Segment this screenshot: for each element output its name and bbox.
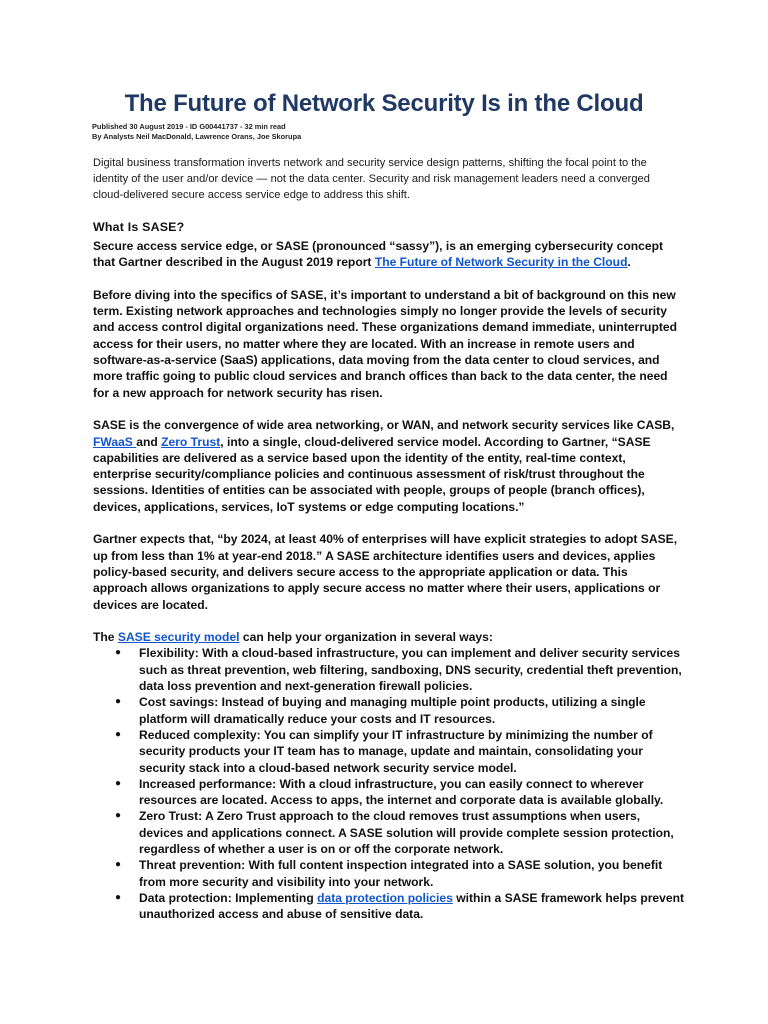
article-meta (92, 122, 692, 142)
sase-security-model-link[interactable]: SASE security model (117, 630, 240, 645)
list-item-text: With a cloud infrastructure, you can easily connect to wherever resources are located. Access to apps, the internet and corporate data is available globally. (139, 776, 664, 808)
list-item-term: Increased performance: (139, 776, 277, 791)
list-item (115, 645, 685, 694)
list-item-text: With a cloud-based infrastructure, you can implement and deliver security services such as threat prevention, web filtering, sandboxing, DNS security, credential theft prevention, data loss prevention and next-generation firewall policies. (139, 646, 682, 694)
bullet-icon: ● (115, 859, 122, 871)
bullet-icon: ● (115, 696, 122, 708)
section-heading: What Is SASE? (93, 220, 185, 234)
article-body (93, 219, 685, 922)
paragraph-2: Before diving into the specifics of SASE, it’s important to understand a bit of background on this new term. Existing network approaches and technologies simply no longer provide the levels of security and access control digital organizations need. These organizations demand immediate, uninterrupted access for their users, no matter where they are located. With an increase in remote users and software-as-a-service (SaaS) applications, data moving from the data center to cloud services, and more traffic going to public cloud services and branch offices than back to the data center, the need for a new approach for network security has risen. (93, 287, 677, 400)
list-item-term: Zero Trust: (139, 809, 203, 824)
list-item (115, 776, 685, 809)
paragraph-5 (93, 629, 685, 645)
list-item-term: Threat prevention: (139, 858, 246, 873)
paragraph-1 (93, 238, 685, 271)
list-item (115, 694, 685, 727)
list-item-term: Flexibility: (139, 646, 199, 661)
paragraph-5-text-b: can help your organization in several ways: (239, 630, 493, 645)
list-item (115, 808, 685, 857)
fwaas-link[interactable]: FWaaS (93, 434, 137, 449)
paragraph-3-text-b: and (136, 434, 162, 449)
paragraph-4: Gartner expects that, “by 2024, at least 40% of enterprises will have explicit strategies to adopt SASE, up from less than 1% at year-end 2018.” A SASE architecture identifies users and devices, applies policy-based security, and delivers secure access to the appropriate application or data. This approach allows organizations to apply secure access no matter where their users, applications or devices are located. (93, 532, 678, 612)
zero-trust-link[interactable]: Zero Trust (161, 434, 221, 449)
paragraph-5-text-a: The (93, 630, 118, 645)
author-info: By Analysts Neil MacDonald, Lawrence Orans, Joe Skorupa (92, 132, 302, 141)
list-item-text: Instead of buying and managing multiple point products, utilizing a single platform will dramatically reduce your costs and IT resources. (139, 695, 646, 726)
paragraph-3 (93, 417, 685, 515)
paragraph-1-text: Secure access service edge, or SASE (pronounced “sassy”), is an emerging cybersecurity concept that Gartner described in the August 2019 report (93, 239, 663, 270)
data-protection-policies-link[interactable]: data protection policies (317, 890, 453, 905)
benefits-list (93, 645, 685, 922)
list-item-text: A Zero Trust approach to the cloud removes trust assumptions when users, devices and applications connect. A SASE solution will provide complete session protection, regardless of whether a user is on or off the corporate network. (139, 809, 674, 856)
bullet-icon: ● (115, 647, 122, 659)
list-item-text: You can simplify your IT infrastructure by minimizing the number of security products your IT team has to manage, update and maintain, consolidating your security stack into a cloud-based network security service model. (139, 727, 653, 775)
bullet-icon: ● (115, 728, 122, 740)
bullet-icon: ● (115, 891, 122, 903)
list-item (115, 727, 685, 776)
publish-info: Published 30 August 2019 - ID G00441737 - 32 min read (92, 122, 286, 131)
paragraph-1-end: . (627, 255, 631, 270)
list-item (115, 857, 685, 890)
list-item (115, 890, 685, 923)
list-item-term: Data protection: (139, 890, 232, 905)
list-item-term: Cost savings: (139, 695, 219, 710)
list-item-text: With full content inspection integrated into a SASE solution, you benefit from more security and visibility into your network. (139, 858, 663, 889)
future-of-network-security-link[interactable]: The Future of Network Security in the Cloud (374, 255, 628, 270)
bullet-icon: ● (115, 810, 122, 822)
list-item-term: Reduced complexity: (139, 727, 261, 742)
paragraph-3-text-a: SASE is the convergence of wide area networking, or WAN, and network security services like CASB, (93, 418, 675, 433)
bullet-icon: ● (115, 777, 122, 789)
paragraph-3-text-c: , into a single, cloud-delivered service model. According to Gartner, “SASE capabilities are delivered as a service based upon the identity of the entity, real-time context, enterprise security/compliance policies and continuous assessment of risk/trust throughout the sessions. Identities of entities can be associated with people, groups of people (branch offices), devices, applications, services, IoT systems or edge computing locations.” (93, 434, 651, 514)
list-item-text: Implementing (231, 890, 318, 905)
intro-summary: Digital business transformation inverts network and security service design patterns, shifting the focal point to the identity of the user and/or device — not the data center. Security and risk management leaders need a converged cloud-delivered secure access service edge to address this shift. (93, 157, 650, 202)
page-title: The Future of Network Security Is in the Cloud (124, 90, 644, 117)
list-item-text-end: within a SASE framework helps prevent unauthorized access and abuse of sensitive data. (139, 890, 685, 922)
